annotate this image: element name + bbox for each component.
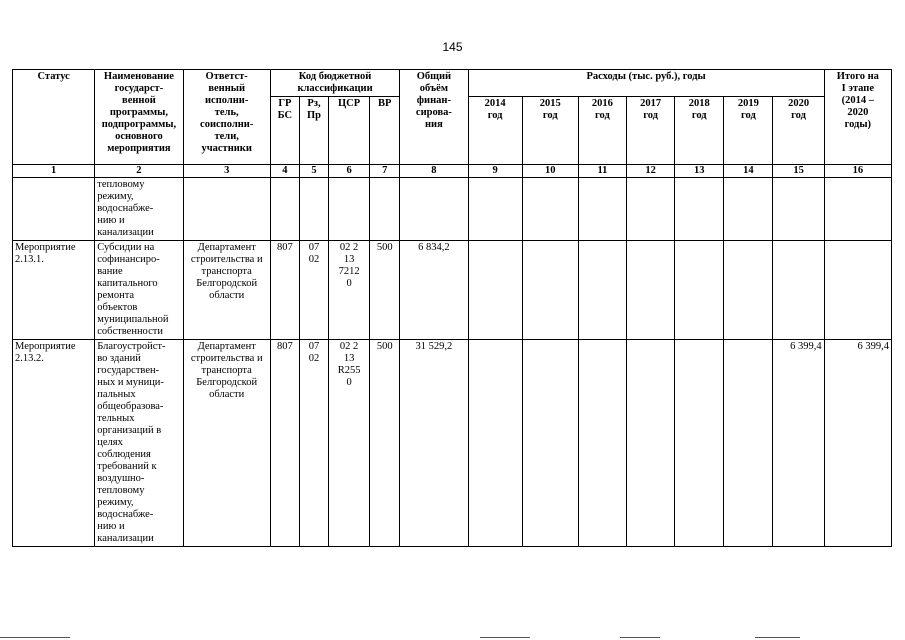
cell-year-2015 [522, 178, 578, 241]
cell-csr: 02 2 13 7212 0 [329, 241, 370, 340]
cell-year-2017 [627, 241, 675, 340]
column-number: 6 [329, 165, 370, 178]
cell-stage-total: 6 399,4 [824, 340, 891, 547]
cell-rzpr: 07 02 [299, 340, 328, 547]
cell-responsible: Департамент строительства и транспорта Белгородской области [183, 340, 270, 547]
column-number: 12 [627, 165, 675, 178]
cell-rzpr [299, 178, 328, 241]
header-stage-total: Итого на I этапе (2014 – 2020 годы) [824, 70, 891, 165]
cell-year-2018 [675, 340, 724, 547]
column-number: 2 [95, 165, 183, 178]
cell-year-2016 [578, 178, 626, 241]
cell-year-2016 [578, 340, 626, 547]
table-row [13, 340, 892, 547]
header-year-2018: 2018 год [675, 97, 724, 165]
header-year-2019: 2019 год [724, 97, 773, 165]
header-expenses: Расходы (тыс. руб.), годы [468, 70, 824, 97]
cell-grbs: 807 [270, 241, 299, 340]
cell-stage-total [824, 178, 891, 241]
cell-grbs: 807 [270, 340, 299, 547]
column-number: 3 [183, 165, 270, 178]
header-year-2014: 2014 год [468, 97, 522, 165]
column-number: 11 [578, 165, 626, 178]
cell-status: Мероприятие 2.13.1. [13, 241, 95, 340]
column-number: 13 [675, 165, 724, 178]
cell-year-2017 [627, 340, 675, 547]
header-csr: ЦСР [329, 97, 370, 165]
scan-artifact-line [620, 637, 660, 638]
cell-responsible [183, 178, 270, 241]
cell-year-2020 [773, 178, 824, 241]
cell-year-2015 [522, 241, 578, 340]
header-budget-code: Код бюджетной классификации [270, 70, 399, 97]
column-number: 15 [773, 165, 824, 178]
scan-artifact-line [0, 637, 70, 638]
table-row [13, 178, 892, 241]
header-vr: ВР [370, 97, 400, 165]
cell-csr: 02 2 13 R255 0 [329, 340, 370, 547]
cell-year-2014 [468, 178, 522, 241]
column-number: 8 [400, 165, 468, 178]
column-number: 4 [270, 165, 299, 178]
header-name: Наименование государст- венной программы, подпрограммы, основного мероприятия [95, 70, 183, 165]
cell-year-2015 [522, 340, 578, 547]
cell-grbs [270, 178, 299, 241]
column-number: 9 [468, 165, 522, 178]
cell-status [13, 178, 95, 241]
cell-rzpr: 07 02 [299, 241, 328, 340]
cell-year-2016 [578, 241, 626, 340]
header-total: Общий объём финан- сирова- ния [400, 70, 468, 165]
cell-year-2017 [627, 178, 675, 241]
cell-year-2014 [468, 340, 522, 547]
column-number: 16 [824, 165, 891, 178]
column-number-row [13, 165, 892, 178]
cell-vr [370, 178, 400, 241]
cell-year-2018 [675, 241, 724, 340]
cell-year-2019 [724, 241, 773, 340]
column-number: 10 [522, 165, 578, 178]
cell-year-2019 [724, 178, 773, 241]
column-number: 1 [13, 165, 95, 178]
cell-stage-total [824, 241, 891, 340]
cell-vr: 500 [370, 340, 400, 547]
cell-responsible: Департамент строительства и транспорта Белгородской области [183, 241, 270, 340]
cell-name: Благоустройст- во зданий государствен- ных и муници- пальных общеобразова- тельных организаций в целях соблюдения требований к воздушно- тепловому режиму, водоснабже- нию и канализации [95, 340, 183, 547]
cell-total: 6 834,2 [400, 241, 468, 340]
cell-status: Мероприятие 2.13.2. [13, 340, 95, 547]
table-row [13, 241, 892, 340]
header-responsible: Ответст- венный исполни- тель, соисполни- тели, участники [183, 70, 270, 165]
budget-table [12, 69, 892, 547]
cell-year-2019 [724, 340, 773, 547]
column-number: 5 [299, 165, 328, 178]
scan-artifact-line [755, 637, 800, 638]
cell-year-2020 [773, 241, 824, 340]
header-year-2020: 2020 год [773, 97, 824, 165]
column-number: 7 [370, 165, 400, 178]
column-number: 14 [724, 165, 773, 178]
cell-total [400, 178, 468, 241]
cell-year-2018 [675, 178, 724, 241]
cell-csr [329, 178, 370, 241]
cell-total: 31 529,2 [400, 340, 468, 547]
header-status: Статус [13, 70, 95, 165]
header-grbs: ГР БС [270, 97, 299, 165]
scan-artifact-line [480, 637, 530, 638]
cell-name: Субсидии на софинансиро- вание капитального ремонта объектов муниципальной собственности [95, 241, 183, 340]
cell-year-2014 [468, 241, 522, 340]
header-year-2016: 2016 год [578, 97, 626, 165]
page-number: 145 [442, 40, 463, 54]
header-year-2017: 2017 год [627, 97, 675, 165]
header-year-2015: 2015 год [522, 97, 578, 165]
header-rzpr: Рз, Пр [299, 97, 328, 165]
cell-name: тепловому режиму, водоснабже- нию и канализации [95, 178, 183, 241]
cell-vr: 500 [370, 241, 400, 340]
cell-year-2020: 6 399,4 [773, 340, 824, 547]
